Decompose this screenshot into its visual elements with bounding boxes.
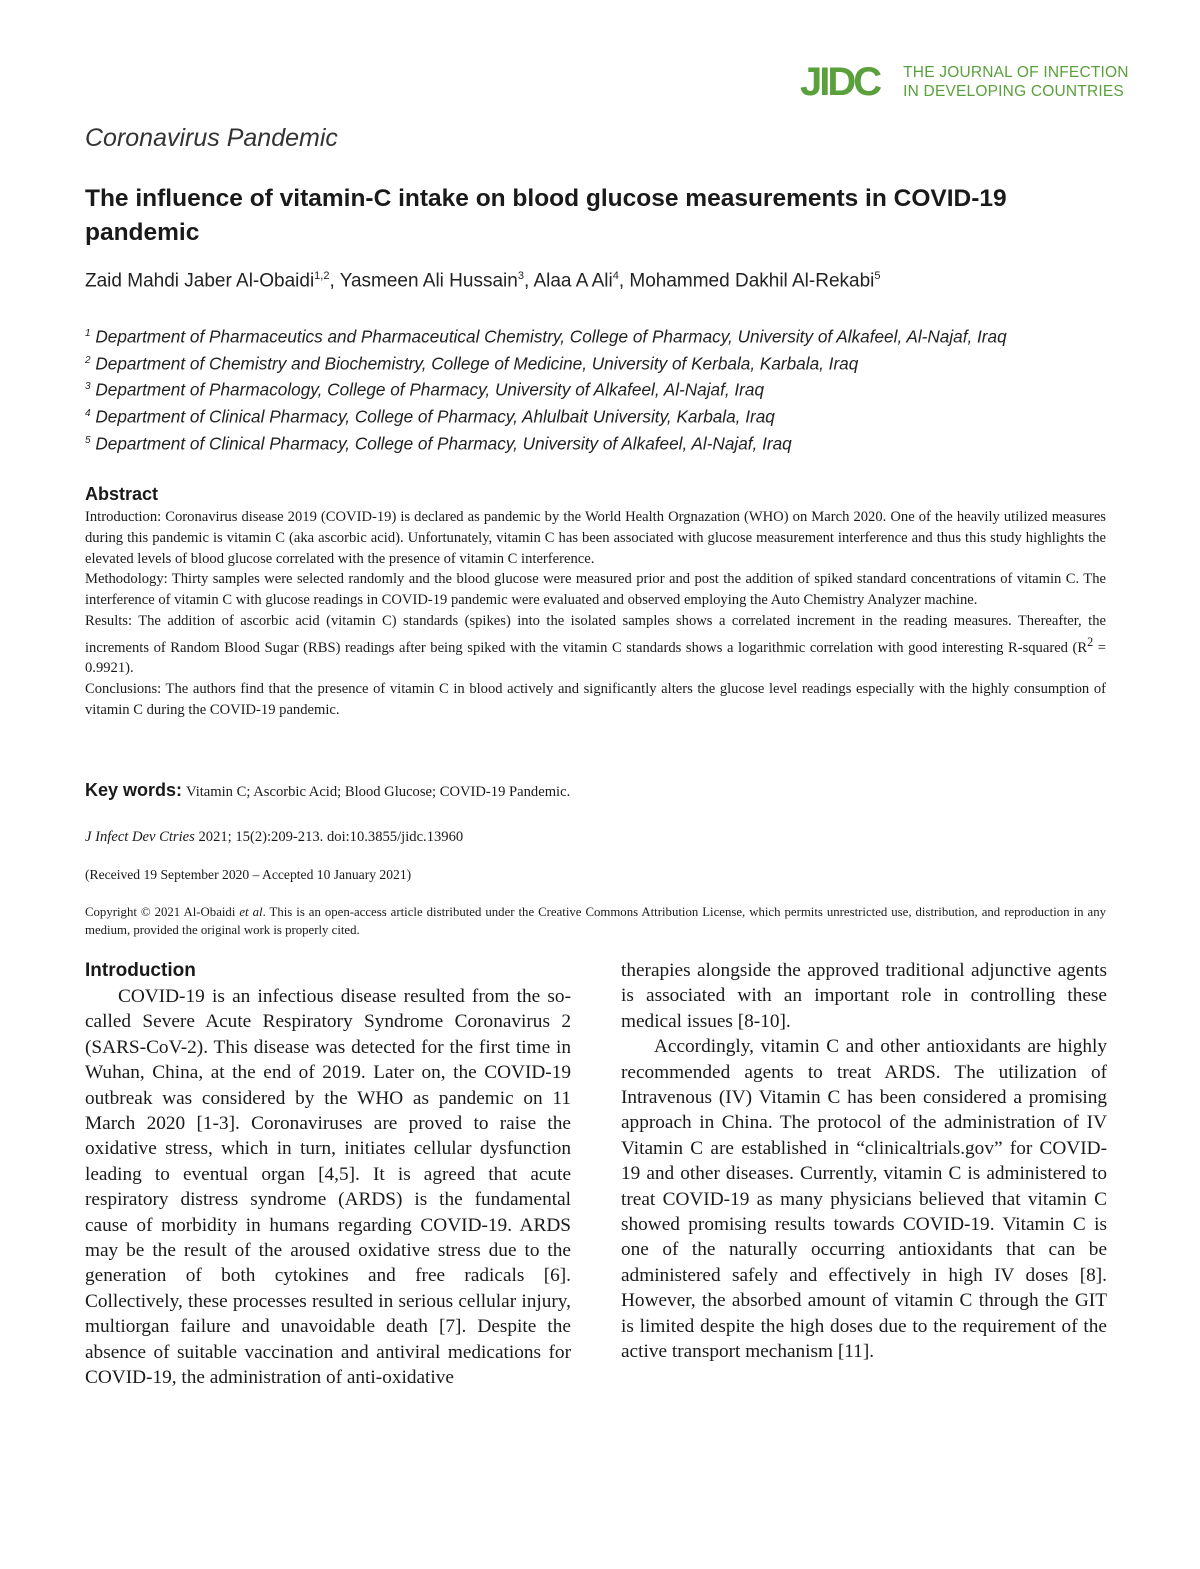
journal-logo (800, 60, 1129, 104)
copyright-text: Copyright © 2021 Al-Obaidi (85, 905, 240, 919)
affiliation-text: Department of Chemistry and Biochemistry, College of Medicine, University of Kerbala, Karbala, Iraq (95, 353, 859, 374)
introduction-paragraph-2: Accordingly, vitamin C and other antioxidants are highly recommended agents to treat ARDS. The utilization of Intravenous (IV) Vitamin C has been considered a promising approach in China. The protocol of the administration of IV Vitamin C are established in “clinicaltrials.gov” for COVID-19 and other diseases. Currently, vitamin C is administered to treat COVID-19 as many physicians believed that vitamin C showed promising results towards COVID-19. Vitamin C is one of the naturally occurring antioxidants that can be administered safely and effectively in high IV doses [8]. However, the absorbed amount of vitamin C through the GIT is limited despite the high doses due to the requirement of the active transport mechanism [11]. (621, 1036, 1107, 1363)
abstract-section (85, 484, 1106, 721)
citation-journal: J Infect Dev Ctries (85, 829, 195, 845)
journal-name-line1: THE JOURNAL OF INFECTION (903, 64, 1129, 81)
affiliation-number: 4 (85, 408, 91, 420)
author-list: Zaid Mahdi Jaber Al-Obaidi$^{1,2}$, Yasmeen Ali Hussain$^3$, Alaa A Ali$^4$, Mohammed Dakhil Al-Rekabi$^5$ (85, 270, 881, 292)
logo-mark: JIDC (800, 60, 880, 104)
abstract-heading: Abstract (85, 484, 159, 504)
author-name: Zaid Mahdi Jaber Al-Obaidi (85, 270, 315, 292)
affiliation-text: Department of Pharmaceutics and Pharmaceutical Chemistry, College of Pharmacy, University of Alkafeel, Al-Najaf, Iraq (95, 326, 1007, 347)
introduction-paragraph-1: COVID-19 is an infectious disease resulted from the so-called Severe Acute Respiratory Syndrome Coronavirus 2 (SARS-CoV-2). This disease was detected for the first time in Wuhan, China, at the end of 2019. Later on, the COVID-19 outbreak was considered by the WHO as pandemic on 11 March 2020 [1-3]. Coronaviruses are proved to raise the oxidative stress, which in turn, initiates cellular dysfunction leading to eventual organ [4,5]. It is agreed that acute respiratory distress syndrome (ARDS) is the fundamental cause of morbidity in humans regarding COVID-19. ARDS may be the result of the aroused oxidative stress due to the generation of both cytokines and free radicals [6]. Collectively, these processes resulted in serious cellular injury, multiorgan failure and unavoidable death [7]. Despite the absence of suitable vaccination and antiviral medications for COVID-19, the administration of anti-oxidative (85, 986, 571, 1389)
affiliation-number: 3 (85, 381, 91, 393)
body-column-left (85, 958, 571, 1391)
received-dates: (Received 19 September 2020 – Accepted 10 January 2021) (85, 867, 412, 882)
section-label: Coronavirus Pandemic (85, 124, 338, 152)
keywords (85, 780, 1106, 801)
paper-title: The influence of vitamin-C intake on blood glucose measurements in COVID-19 pandemic (85, 185, 1007, 246)
author-name: Yasmeen Ali Hussain (339, 270, 518, 292)
abstract-results (85, 611, 1106, 679)
introduction-paragraph-1-continued: therapies alongside the approved traditional adjunctive agents is associated with an important role in controlling these medical issues [8-10]. (621, 960, 1107, 1032)
author-affil-sup: 4 (612, 270, 619, 282)
affiliation-item (85, 322, 1115, 349)
affiliation-number: 2 (85, 354, 91, 366)
affiliation-text: Department of Pharmacology, College of Pharmacy, University of Alkafeel, Al-Najaf, Iraq (95, 380, 765, 401)
copyright-notice (85, 904, 1106, 939)
abstract-results-value: = 0.9921). (85, 639, 1106, 677)
abstract-introduction: Introduction: Coronavirus disease 2019 (COVID-19) is declared as pandemic by the World Health Orgnazation (WHO) on March 2020. One of the heavily utilized measures during this pandemic is vitamin C (aka ascorbic acid). Unfortunately, vitamin C has been associated with glucose measurement interference and thus this study highlights the elevated levels of blood glucose correlated with the presence of vitamin C interference. (85, 509, 1106, 567)
author-name: Alaa A Ali (533, 270, 613, 292)
r-squared-sup: 2 (1087, 634, 1094, 649)
abstract-methodology: Methodology: Thirty samples were selected randomly and the blood glucose were measured prior and post the addition of spiked standard concentrations of vitamin C. The interference of vitamin C with glucose readings in COVID-19 pandemic were evaluated and observed employing the Auto Chemistry Analyzer machine. (85, 571, 1106, 609)
author-affil-sup: 5 (874, 270, 881, 282)
affiliation-text: Department of Clinical Pharmacy, College of Pharmacy, Ahlulbait University, Karbala, Iraq (95, 406, 775, 427)
copyright-etal: et al (239, 905, 263, 919)
author-affil-sup: 3 (517, 270, 524, 282)
copyright-license: . This is an open-access article distributed under the Creative Commons Attribution License, which permits unrestricted use, distribution, and reproduction in any medium, provided the original work is properly cited. (85, 905, 1106, 937)
journal-name-line2: IN DEVELOPING COUNTRIES (903, 83, 1124, 100)
keywords-text: Vitamin C; Ascorbic Acid; Blood Glucose; COVID-19 Pandemic. (186, 784, 571, 800)
introduction-heading: Introduction (85, 960, 196, 981)
affiliation-item (85, 402, 1115, 429)
journal-name (903, 63, 1129, 101)
abstract-results-text: Results: The addition of ascorbic acid (vitamin C) standards (spikes) into the isolated samples shows a correlated increment in the reading measures. Thereafter, the increments of Random Blood Sugar (RBS) readings after being spiked with the vitamin C standards shows a logarithmic correlation with good interesting R-squared (R (85, 612, 1106, 656)
author-name: Mohammed Dakhil Al-Rekabi (629, 270, 875, 292)
affiliation-text: Department of Clinical Pharmacy, College of Pharmacy, University of Alkafeel, Al-Najaf, Iraq (95, 433, 792, 454)
affiliation-number: 1 (85, 328, 91, 339)
affiliation-list (85, 322, 1115, 456)
affiliation-item (85, 349, 1115, 376)
abstract-conclusions: Conclusions: The authors find that the presence of vitamin C in blood actively and significantly alters the glucose level readings especially with the highly consumption of vitamin C during the COVID-19 pandemic. (85, 681, 1106, 719)
citation (85, 829, 463, 846)
body-column-right (621, 958, 1107, 1365)
affiliation-item (85, 429, 1115, 456)
affiliation-number: 5 (85, 434, 91, 446)
keywords-label: Key words: (85, 780, 183, 800)
author-affil-sup: 1,2 (314, 270, 330, 282)
affiliation-item (85, 375, 1115, 402)
citation-details: 2021; 15(2):209-213. doi:10.3855/jidc.13960 (194, 829, 464, 845)
